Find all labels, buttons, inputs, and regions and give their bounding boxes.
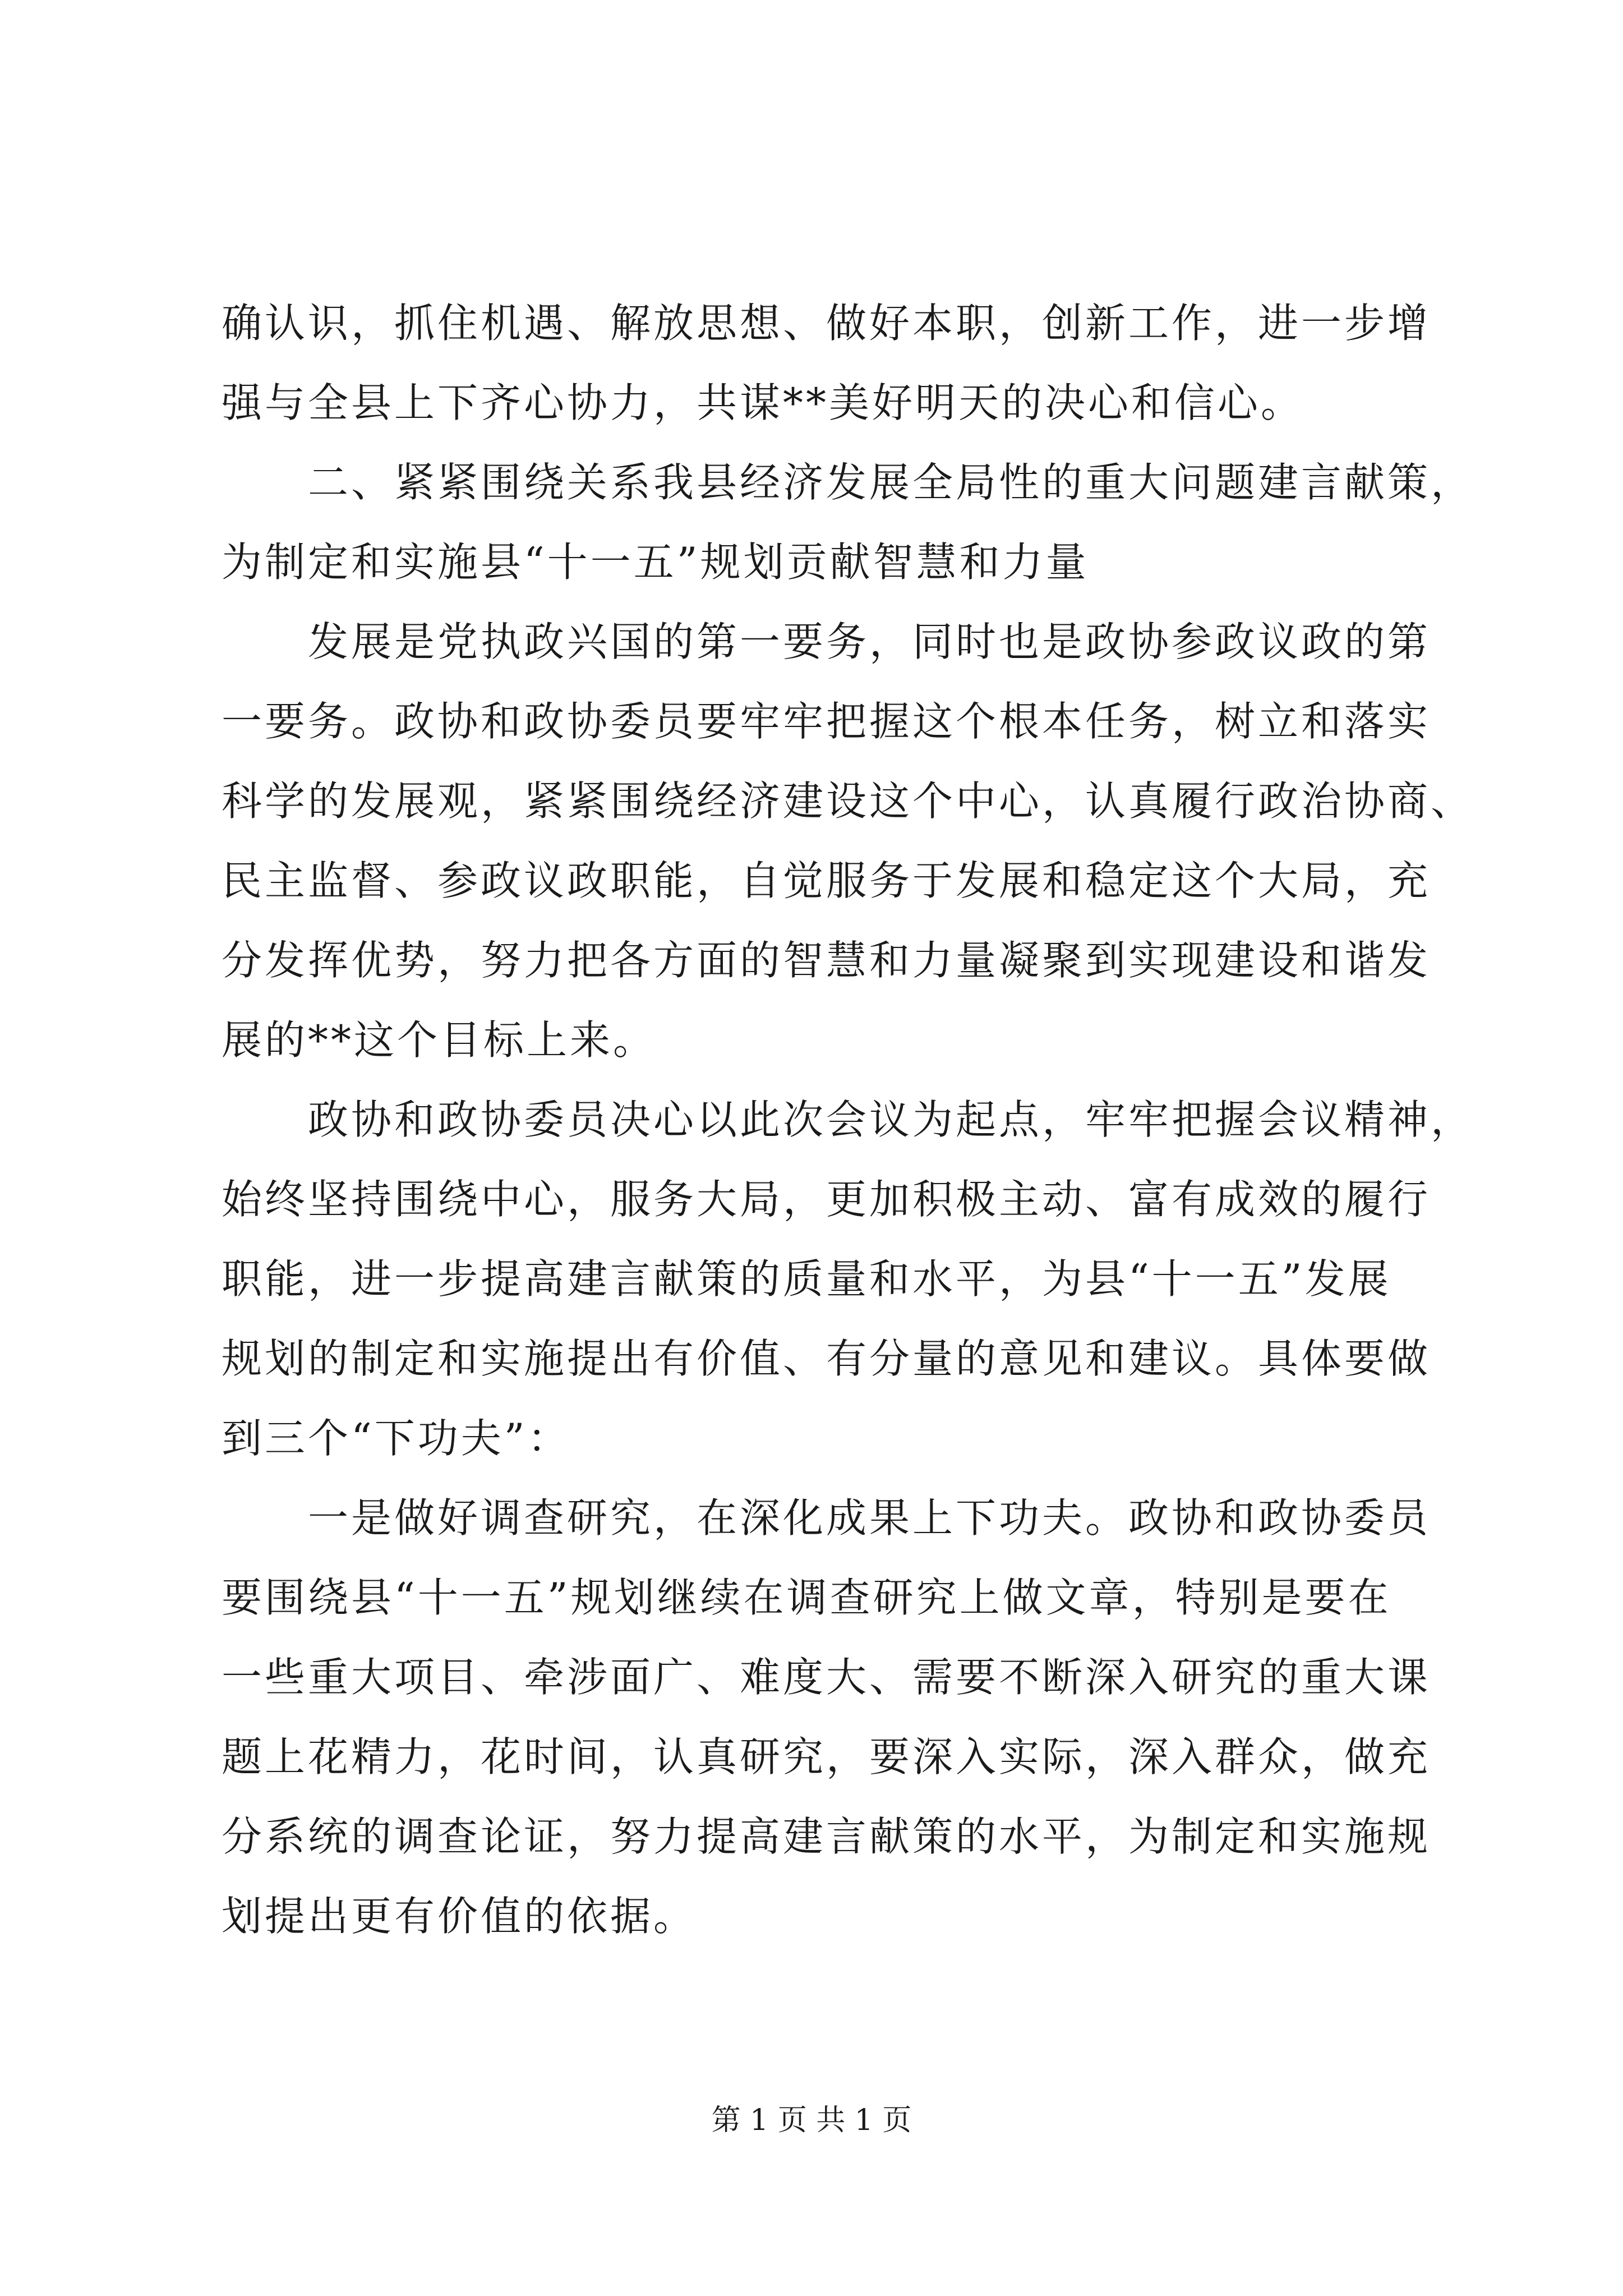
text-line: 民主监督、参政议政职能，自觉服务于发展和稳定这个大局，充 (222, 857, 1431, 904)
section-heading-line: 为制定和实施县“十一五”规划贡献智慧和力量 (222, 539, 1089, 586)
text-line: 要围绕县“十一五”规划继续在调查研究上做文章，特别是要在 (222, 1574, 1391, 1621)
text-line: 题上花精力，花时间，认真研究，要深入实际，深入群众，做充 (222, 1733, 1431, 1780)
text-line: 一些重大项目、牵涉面广、难度大、需要不断深入研究的重大课 (222, 1654, 1431, 1701)
text-line: 划提出更有价值的依据。 (222, 1893, 697, 1940)
text-line: 始终坚持围绕中心，服务大局，更加积极主动、富有成效的履行 (222, 1176, 1431, 1223)
text-line: 一要务。政协和政协委员要牢牢把握这个根本任务，树立和落实 (222, 698, 1431, 745)
text-line: 确认识，抓住机遇、解放思想、做好本职，创新工作，进一步增 (222, 300, 1431, 347)
section-heading-line: 二、紧紧围绕关系我县经济发展全局性的重大问题建言献策， (222, 459, 1474, 506)
text-line: 分系统的调查论证，努力提高建言献策的水平，为制定和实施规 (222, 1813, 1431, 1860)
text-line: 分发挥优势，努力把各方面的智慧和力量凝聚到实现建设和谐发 (222, 937, 1431, 984)
document-body (222, 283, 1474, 1956)
text-line: 展的**这个目标上来。 (222, 1016, 657, 1064)
text-line: 到三个“下功夫”： (222, 1415, 571, 1462)
text-line: 政协和政协委员决心以此次会议为起点，牢牢把握会议精神， (222, 1096, 1474, 1143)
text-line: 规划的制定和实施提出有价值、有分量的意见和建议。具体要做 (222, 1335, 1431, 1382)
text-line: 一是做好调查研究，在深化成果上下功夫。政协和政协委员 (222, 1494, 1431, 1542)
page-number-footer: 第 1 页 共 1 页 (711, 2104, 912, 2137)
text-line: 发展是党执政兴国的第一要务，同时也是政协参政议政的第 (222, 618, 1431, 665)
text-line: 职能，进一步提高建言献策的质量和水平，为县“十一五”发展 (222, 1255, 1391, 1303)
text-line: 强与全县上下齐心协力，共谋**美好明天的决心和信心。 (222, 379, 1304, 426)
text-line: 科学的发展观，紧紧围绕经济建设这个中心，认真履行政治协商、 (222, 777, 1474, 825)
